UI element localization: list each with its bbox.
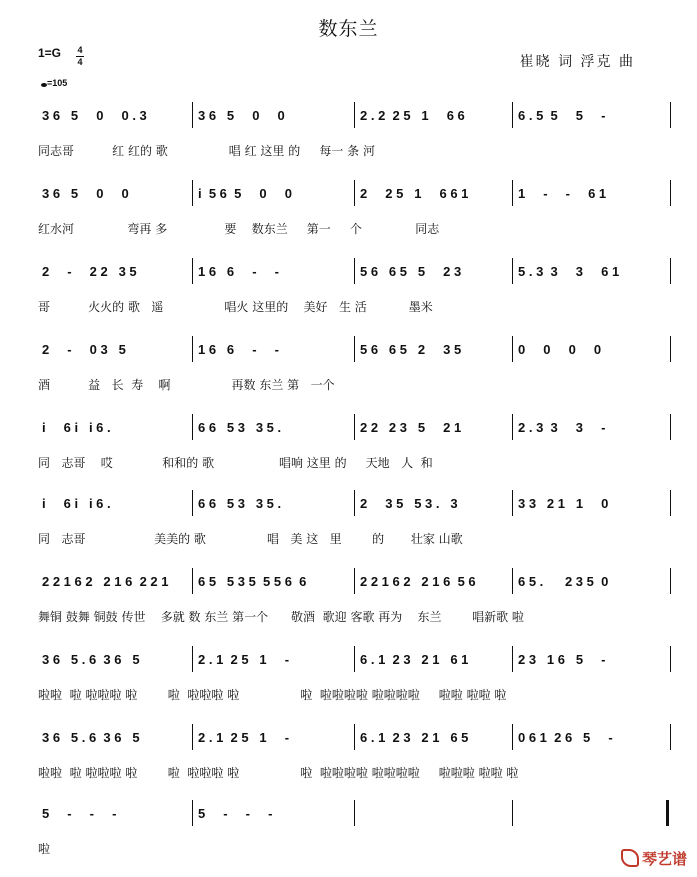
measure-notes: 6 5 . 2 3 5 0 bbox=[518, 574, 609, 589]
time-signature-top: 4 bbox=[77, 45, 83, 55]
measure-notes: 2 3 5 5 3 . 3 bbox=[360, 496, 458, 511]
measure-notes: 0 0 0 0 bbox=[518, 342, 602, 357]
barline bbox=[192, 568, 193, 594]
lyrics-line: 哥 火火的 歌 遥 唱火 这里的 美好 生 活 墨米 bbox=[38, 300, 433, 314]
lyrics-line: 酒 益 长 寿 啊 再数 东兰 第 一个 bbox=[38, 378, 335, 392]
lyrics-line: 舞铜 鼓舞 铜鼓 传世 多就 数 东兰 第一个 敬酒 歌迎 客歌 再为 东兰 唱新歌 啦 bbox=[38, 610, 524, 624]
measure-notes: 3 6 5 0 0 bbox=[198, 108, 285, 123]
measure-notes: 2 . 1 2 5 1 - bbox=[198, 652, 290, 667]
logo-text: 琴艺谱 bbox=[641, 850, 687, 868]
barline bbox=[512, 102, 513, 128]
barline bbox=[670, 568, 671, 594]
measure-notes: 2 - 2 2 3 5 bbox=[42, 264, 137, 279]
measure-notes: 5 - - - bbox=[42, 806, 117, 821]
barline bbox=[354, 490, 355, 516]
measure-notes: 2 . 1 2 5 1 - bbox=[198, 730, 290, 745]
measure-notes: 2 2 1 6 2 2 1 6 2 2 1 bbox=[42, 574, 169, 589]
lyrics-line: 同 志哥 哎 和和的 歌 唱响 这里 的 天地 人 和 bbox=[38, 456, 433, 470]
barline bbox=[512, 258, 513, 284]
measure-notes: i 5 6 5 0 0 bbox=[198, 186, 292, 201]
lyrics-line: 同志哥 红 红的 歌 唱 红 这里 的 每一 条 河 bbox=[38, 144, 375, 158]
measure-notes: 3 6 5 . 6 3 6 5 bbox=[42, 652, 140, 667]
tempo-value: =105 bbox=[47, 78, 68, 88]
barline bbox=[354, 336, 355, 362]
barline bbox=[354, 646, 355, 672]
measure-notes: 3 3 2 1 1 0 bbox=[518, 496, 609, 511]
measure-notes: i 6 i i 6 . bbox=[42, 496, 111, 511]
barline bbox=[512, 336, 513, 362]
final-barline bbox=[666, 800, 669, 826]
measure-notes: 2 3 1 6 5 - bbox=[518, 652, 606, 667]
measure-notes: 5 - - - bbox=[198, 806, 273, 821]
barline bbox=[670, 180, 671, 206]
lyrics-line: 啦 bbox=[38, 842, 51, 856]
barline bbox=[670, 102, 671, 128]
barline bbox=[512, 490, 513, 516]
measure-notes: 5 6 6 5 2 3 5 bbox=[360, 342, 462, 357]
barline bbox=[512, 800, 513, 826]
measure-notes: 2 2 5 1 6 6 1 bbox=[360, 186, 469, 201]
barline bbox=[192, 724, 193, 750]
time-signature bbox=[76, 46, 84, 67]
barline bbox=[512, 180, 513, 206]
site-logo bbox=[621, 848, 687, 869]
barline bbox=[670, 258, 671, 284]
measure-notes: 2 2 2 3 5 2 1 bbox=[360, 420, 462, 435]
measure-notes: 2 . 3 3 3 - bbox=[518, 420, 606, 435]
barline bbox=[192, 800, 193, 826]
measure-notes: 2 . 2 2 5 1 6 6 bbox=[360, 108, 465, 123]
measure-notes: 5 6 6 5 5 2 3 bbox=[360, 264, 462, 279]
measure-notes: 2 2 1 6 2 2 1 6 5 6 bbox=[360, 574, 476, 589]
barline bbox=[192, 336, 193, 362]
barline bbox=[192, 646, 193, 672]
measure-notes: i 6 i i 6 . bbox=[42, 420, 111, 435]
barline bbox=[354, 180, 355, 206]
measure-notes: 3 6 5 . 6 3 6 5 bbox=[42, 730, 140, 745]
barline bbox=[192, 490, 193, 516]
measure-notes: 6 6 5 3 3 5 . bbox=[198, 420, 282, 435]
time-signature-bottom: 4 bbox=[77, 57, 83, 67]
barline bbox=[512, 568, 513, 594]
credits: 崔晓 词 浮克 曲 bbox=[519, 54, 635, 70]
lyrics-line: 啦啦 啦 啦啦啦 啦 啦 啦啦啦 啦 啦 啦啦啦啦 啦啦啦啦 啦啦啦 啦啦 啦 bbox=[38, 766, 519, 780]
barline bbox=[512, 646, 513, 672]
measure-notes: 6 . 5 5 5 - bbox=[518, 108, 606, 123]
measure-notes: 6 5 5 3 5 5 5 6 6 bbox=[198, 574, 307, 589]
measure-notes: 0 6 1 2 6 5 - bbox=[518, 730, 613, 745]
measure-notes: 6 6 5 3 3 5 . bbox=[198, 496, 282, 511]
lyrics-line: 红水河 弯再 多 要 数东兰 第一 个 同志 bbox=[38, 222, 440, 236]
barline bbox=[354, 258, 355, 284]
measure-notes: 5 . 3 3 3 6 1 bbox=[518, 264, 620, 279]
barline bbox=[354, 414, 355, 440]
barline bbox=[670, 336, 671, 362]
barline bbox=[192, 414, 193, 440]
measure-notes: 3 6 5 0 0 . 3 bbox=[42, 108, 147, 123]
measure-notes: 6 . 1 2 3 2 1 6 5 bbox=[360, 730, 469, 745]
logo-mark-icon bbox=[621, 849, 639, 867]
barline bbox=[192, 102, 193, 128]
lyrics-line: 啦啦 啦 啦啦啦 啦 啦 啦啦啦 啦 啦 啦啦啦啦 啦啦啦啦 啦啦 啦啦 啦 bbox=[38, 688, 507, 702]
barline bbox=[192, 258, 193, 284]
barline bbox=[354, 568, 355, 594]
measure-notes: 3 6 5 0 0 bbox=[42, 186, 129, 201]
measure-notes: 1 - - 6 1 bbox=[518, 186, 607, 201]
barline bbox=[512, 724, 513, 750]
measure-notes: 1 6 6 - - bbox=[198, 264, 279, 279]
barline bbox=[354, 800, 355, 826]
key-signature: 1=G bbox=[38, 46, 62, 60]
measure-notes: 2 - 0 3 5 bbox=[42, 342, 126, 357]
barline bbox=[670, 724, 671, 750]
measure-notes: 6 . 1 2 3 2 1 6 1 bbox=[360, 652, 469, 667]
measure-notes: 1 6 6 - - bbox=[198, 342, 279, 357]
page-title: 数东兰 bbox=[318, 18, 379, 40]
barline bbox=[670, 414, 671, 440]
barline bbox=[670, 646, 671, 672]
barline bbox=[354, 724, 355, 750]
barline bbox=[512, 414, 513, 440]
barline bbox=[354, 102, 355, 128]
tempo-marking bbox=[41, 78, 67, 88]
barline bbox=[192, 180, 193, 206]
lyrics-line: 同 志哥 美美的 歌 唱 美 这 里 的 壮家 山歌 bbox=[38, 532, 463, 546]
barline bbox=[670, 490, 671, 516]
